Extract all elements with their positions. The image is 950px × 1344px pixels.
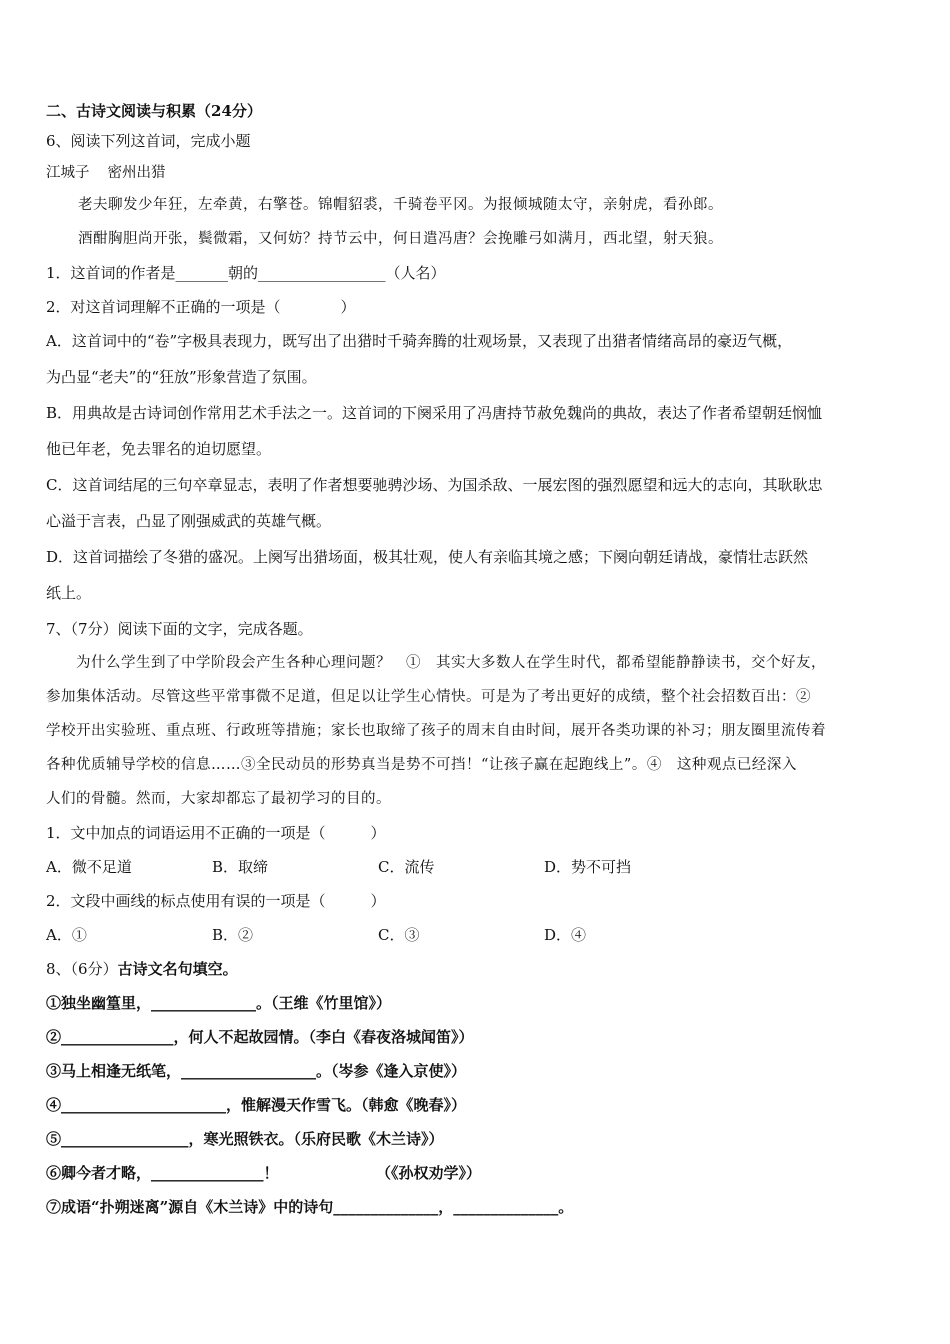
q8-intro-score: 8、（6分）	[46, 960, 118, 978]
q7-passage-line2: 参加集体活动。尽管这些平常事微不足道，但足以让学生心情快。可是为了考出更好的成绩，整个社会招数百出：②	[46, 689, 811, 705]
poem-title: 江城子	[46, 165, 90, 181]
q6-option-a-line2: 为凸显“老夫”的“狂放”形象营造了氛围。	[46, 368, 317, 386]
q6-option-c-line1: C．这首词结尾的三句卒章显志，表明了作者想要驰骋沙场、为国杀敌、一展宏图的强烈愿望和远大的志向，其耿耿忠	[46, 476, 823, 494]
q6-option-b-line2: 他已年老，免去罪名的迫切愿望。	[46, 440, 272, 458]
q7-sub1-option-b: B．取缔	[212, 858, 269, 876]
q8-item-3: ③马上相逢无纸笔，__________________。（岑参《逢入京使》）	[46, 1062, 467, 1080]
q7-sub1-options	[46, 850, 906, 884]
q6-sub2: 2．对这首词理解不正确的一项是（ ）	[46, 298, 356, 316]
q8-item-1: ①独坐幽篁里，______________。（王维《竹里馆》）	[46, 994, 392, 1012]
q7-passage-line5: 人们的骨髓。然而，大家却都忘了最初学习的目的。	[46, 791, 391, 807]
section-title: 二、古诗文阅读与积累（24分）	[46, 102, 262, 120]
q7-sub2-option-d: D．④	[544, 926, 587, 944]
q7-sub2: 2．文段中画线的标点使用有误的一项是（ ）	[46, 892, 386, 910]
q8-item-4: ④______________________，惟解漫天作雪飞。（韩愈《晚春》）	[46, 1096, 467, 1114]
exam-page	[46, 96, 906, 1224]
q7-sub2-options	[46, 918, 906, 952]
poem-subtitle: 密州出猎	[107, 165, 166, 181]
q7-sub1-option-a: A．微不足道	[46, 858, 132, 876]
q7-sub2-option-a: A．①	[46, 926, 87, 944]
q6-sub1: 1．这首词的作者是_______朝的_________________（人名）	[46, 264, 446, 282]
q7-passage-line4: 各种优质辅导学校的信息……③全民动员的形势真当是势不可挡！“让孩子赢在起跑线上”。④ 这种观点已经深入	[46, 757, 797, 773]
q6-option-b-line1: B．用典故是古诗词创作常用艺术手法之一。这首词的下阕采用了冯唐持节赦免魏尚的典故，表达了作者希望朝廷悯恤	[46, 404, 823, 422]
q7-passage-line3: 学校开出实验班、重点班、行政班等措施；家长也取缔了孩子的周末自由时间，展开各类功课的补习；朋友圈里流传着	[46, 723, 826, 739]
q8-item-7: ⑦成语“扑朔迷离”源自《木兰诗》中的诗句______________，______________。	[46, 1198, 574, 1216]
q6-option-c-line2: 心溢于言表，凸显了刚强威武的英雄气概。	[46, 512, 332, 530]
q6-option-d-line1: D．这首词描绘了冬猎的盛况。上阕写出猎场面，极其壮观，使人有亲临其境之感；下阕向朝廷请战，豪情壮志跃然	[46, 548, 809, 566]
q6-intro: 6、阅读下列这首词，完成小题	[46, 132, 251, 150]
q8-item-5: ⑤_________________，寒光照铁衣。（乐府民歌《木兰诗》）	[46, 1130, 444, 1148]
q8-intro-title: 古诗文名句填空。	[117, 960, 238, 978]
q7-intro: 7、（7分）阅读下面的文字，完成各题。	[46, 620, 313, 638]
q8-item-2: ②_______________，何人不起故园情。（李白《春夜洛城闻笛》）	[46, 1028, 474, 1046]
q7-sub1-option-d: D．势不可挡	[544, 858, 632, 876]
q7-sub1-option-c: C．流传	[378, 858, 435, 876]
poem-line-2: 酒酣胸胆尚开张，鬓微霜，又何妨？持节云中，何日遣冯唐？会挽雕弓如满月，西北望，射天狼。	[78, 231, 723, 247]
q7-sub2-option-c: C．③	[378, 926, 420, 944]
q7-passage-line1: 为什么学生到了中学阶段会产生各种心理问题？ ① 其实大多数人在学生时代，都希望能静静读书，交个好友，	[76, 655, 826, 671]
q6-option-a-line1: A．这首词中的“卷”字极具表现力，既写出了出猎时千骑奔腾的壮观场景，又表现了出猎者情绪高昂的豪迈气概，	[46, 332, 793, 350]
poem-line-1: 老夫聊发少年狂，左牵黄，右擎苍。锦帽貂裘，千骑卷平冈。为报倾城随太守，亲射虎，看孙郎。	[78, 197, 723, 213]
q6-option-d-line2: 纸上。	[46, 584, 92, 602]
q7-sub1: 1．文中加点的词语运用不正确的一项是（ ）	[46, 824, 386, 842]
q8-intro	[46, 952, 906, 986]
q8-item-6: ⑥卿今者才略，_______________！ （《孙权劝学》）	[46, 1164, 482, 1182]
q7-sub2-option-b: B．②	[212, 926, 254, 944]
poem-title-line	[46, 158, 906, 188]
